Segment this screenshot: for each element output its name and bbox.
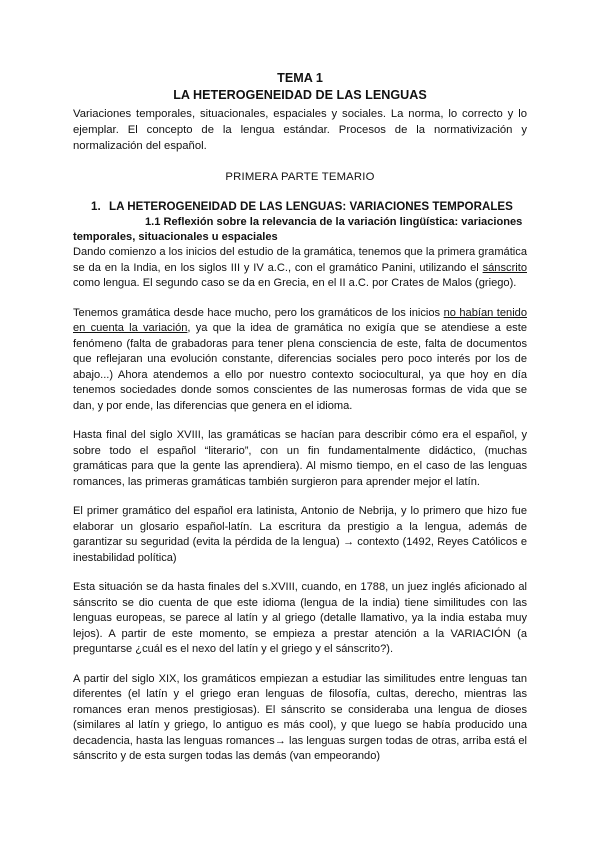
paragraph-6: A partir del siglo XIX, los gramáticos empiezan a estudiar las similitudes entre lenguas tan diferentes (el latín y el griego eran lenguas de filosofía, cultas, derecho, mientras las romances eran menos prestigiosas). El sánscrito se consideraba una lengua de dioses (similares al latín y griego, lo antiguo es más cool), y que luego se había producido una decadencia, hasta las lenguas romances→ las lenguas surgen todas de otras, arriba está el sánscrito y de esta surgen todas las demás (van empeorando): [73, 672, 527, 762]
topic-summary: Variaciones temporales, situacionales, espaciales y sociales. La norma, lo correcto y lo ejemplar. El concepto de la lengua estándar. Procesos de la normativización y normalización del español.: [73, 108, 527, 152]
page-title: [73, 70, 527, 104]
paragraph-1-text-b: como lengua. El segundo caso se da en Grecia, en el II a.C. por Crates de Malos (griego).: [73, 277, 517, 289]
subsection-title-line-2: temporales, situacionales u espaciales: [73, 231, 278, 243]
subsection-heading: [73, 215, 527, 245]
subsection-title-line-1: 1.1 Reflexión sobre la relevancia de la variación lingüística: variaciones: [145, 216, 523, 228]
section-title: LA HETEROGENEIDAD DE LAS LENGUAS: VARIACIONES TEMPORALES: [109, 200, 513, 213]
part-label: PRIMERA PARTE TEMARIO: [225, 171, 375, 183]
underlined-variacion: no habían tenido en cuenta la variación: [73, 306, 528, 334]
paragraph-1: [73, 245, 527, 292]
title-line-1: TEMA 1: [277, 71, 323, 85]
paragraph-2-text-a: Tenemos gramática desde hace mucho, pero los gramáticos de los inicios: [73, 306, 444, 319]
paragraph-2-text-b: , ya que la idea de gramática no exigía que se atendiese a este fenómeno (falta de grabadoras para tener plena consciencia de este, falta de documentos que reflejaran una evolución constante, diferencias sociales pero poco interés por los de abajo...) Ahora atendemos a ello por nuestro contexto sociocultural, ya que hoy en día tenemos sociedades donde somos conscientes de las numerosas formas de vida que se dan, y por ende, las diferencias que genera en el idioma.: [73, 322, 527, 412]
title-line-2: LA HETEROGENEIDAD DE LAS LENGUAS: [173, 88, 427, 102]
paragraph-4: El primer gramático del español era latinista, Antonio de Nebrija, y lo primero que hizo fue elaborar un glosario español-latín. La escritura da prestigio a la lengua, además de garantizar su seguridad (evita la pérdida de la lengua) → contexto (1492, Reyes Católicos e inestabilidad política): [73, 505, 527, 564]
paragraph-5: Esta situación se da hasta finales del s.XVIII, cuando, en 1788, un juez inglés aficionado al sánscrito se dio cuenta de que este idioma (lengua de la india) tiene similitudes con las lenguas europeas, se parece al latín y al griego (detalle llamativo, ya la india estaba muy lejos). A partir de este momento, se empieza a prestar atención a la VARIACIÓN (a preguntarse ¿cuál es el nexo del latín y el griego y el sánscrito?).: [73, 581, 527, 655]
paragraph-1-text-a: Dando comienzo a los inicios del estudio de la gramática, tenemos que la primera gramática se da en la India, en los siglos III y IV a.C., con el gramático Panini, utilizando el: [73, 246, 527, 274]
section-number: 1.: [91, 200, 101, 213]
underlined-sanskrito: sánscrito: [482, 261, 527, 274]
paragraph-2: [73, 306, 527, 415]
paragraph-3: Hasta final del siglo XVIII, las gramáticas se hacían para describir cómo era el español, y sobre todo el español “literario”, con un fin fundamentalmente didáctico, (muchas gramáticas para que la gente las aprendiera). Al mismo tiempo, en el caso de las lenguas romances, las primeras gramáticas también surgieron para aprender mejor el latín.: [73, 429, 527, 488]
section-heading: [91, 199, 527, 215]
